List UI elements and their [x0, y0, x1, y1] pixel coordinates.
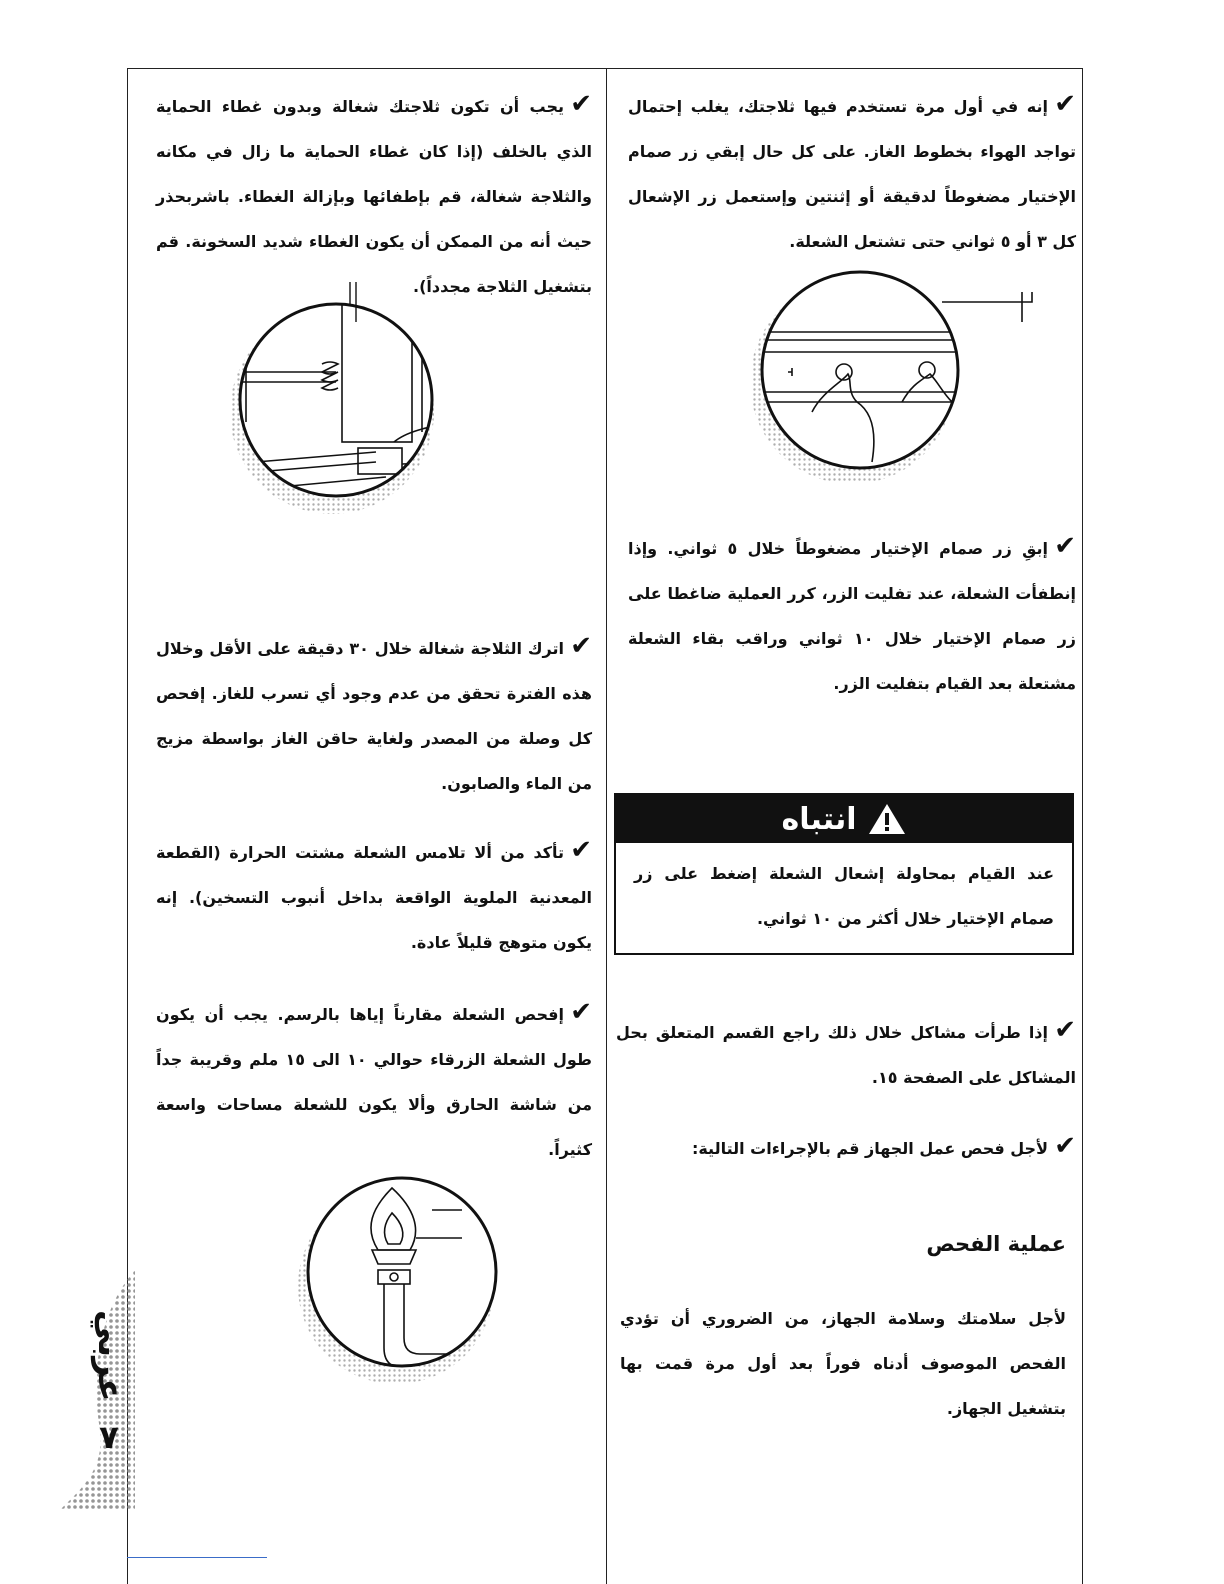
check-icon: ✔	[570, 997, 592, 1027]
warning-header	[616, 795, 1072, 843]
check-icon: ✔	[570, 631, 592, 661]
right-paragraph-5: لأجل سلامتك وسلامة الجهاز، من الضروري أن تؤدي الفحص الموصوف أدناه فوراً بعد أول مرة قمت بها بتشغيل الجهاز.	[620, 1309, 1066, 1418]
footer-rule	[127, 1557, 267, 1558]
right-paragraph-1: ✔إنه في أول مرة تستخدم فيها ثلاجتك، يغلب إحتمال تواجد الهواء بخطوط الغاز. على كل حال إبقي زر صمام الإختيار مضغوطاً لدقيقة أو إثنتين وإستعمل زر الإشعال كل ٣ أو ٥ ثواني حتى تشتعل الشعلة.	[628, 89, 1076, 251]
warning-box	[614, 793, 1074, 955]
check-icon: ✔	[1054, 89, 1076, 119]
language-label: عربي	[90, 1310, 130, 1402]
left-paragraph-3: ✔تأكد من ألا تلامس الشعلة مشتت الحرارة (القطعة المعدنية الملوية الواقعة بداخل أنبوب التسخين). إنه يكون متوهج قليلاً عادة.	[156, 835, 592, 952]
right-paragraph-4: ✔لأجل فحص عمل الجهاز قم بالإجراءات التالية:	[691, 1131, 1076, 1161]
section-title: عملية الفحص	[926, 1232, 1066, 1256]
check-icon: ✔	[1054, 1131, 1076, 1161]
check-icon: ✔	[1054, 1015, 1076, 1045]
column-divider	[606, 68, 607, 1584]
check-icon: ✔	[570, 835, 592, 865]
left-paragraph-2: ✔اترك الثلاجة شغالة خلال ٣٠ دقيقة على الأقل وخلال هذه الفترة تحقق من عدم وجود أي تسرب للغاز. إفحص كل وصلة من المصدر ولغاية حاقن الغاز بواسطة مزيج من الماء والصابون.	[156, 631, 592, 793]
right-paragraph-2: ✔إبقِ زر صمام الإختيار مضغوطاً خلال ٥ ثواني. وإذا إنطفأت الشعلة، عند تفليت الزر، كرر العملية ضاغطا على زر صمام الإختيار خلال ١٠ ثواني وراقب بقاء الشعلة مشتعلة بعد القيام بتفليت الزر.	[628, 531, 1077, 693]
flame-burner-illustration	[292, 1168, 512, 1388]
page-number: ٧	[99, 1418, 119, 1456]
left-paragraph-4: ✔إفحص الشعلة مقارناً إياها بالرسم. يجب أن يكون طول الشعلة الزرقاء حوالي ١٠ الى ١٥ ملم وقريبة جداً من شاشة الحارق وألا يكون للشعلة مساحات واسعة كثيراً.	[156, 997, 592, 1159]
warning-title: انتباه	[781, 801, 857, 837]
refrigerator-back-illustration	[226, 282, 466, 522]
warning-triangle-icon	[867, 802, 907, 836]
check-icon: ✔	[1054, 531, 1077, 561]
warning-text: عند القيام بمحاولة إشعال الشعلة إضغط على زر صمام الإختيار خلال أكثر من ١٠ ثواني.	[634, 864, 1054, 928]
left-paragraph-1: ✔يجب أن تكون ثلاجتك شغالة وبدون غطاء الحماية الذي بالخلف (إذا كان غطاء الحماية ما زال في مكانه والثلاجة شغالة، قم بإطفائها وبإزالة الغطاء. باشربحذر حيث أنه من الممكن أن يكون الغطاء شديد السخونة. قم بتشغيل الثلاجة مجدداً).	[156, 89, 592, 296]
check-icon: ✔	[570, 89, 592, 119]
right-paragraph-3: ✔إذا طرأت مشاكل خلال ذلك راجع القسم المتعلق بحل المشاكل على الصفحة ١٥.	[616, 1015, 1076, 1087]
ignition-buttons-illustration	[752, 262, 1052, 482]
